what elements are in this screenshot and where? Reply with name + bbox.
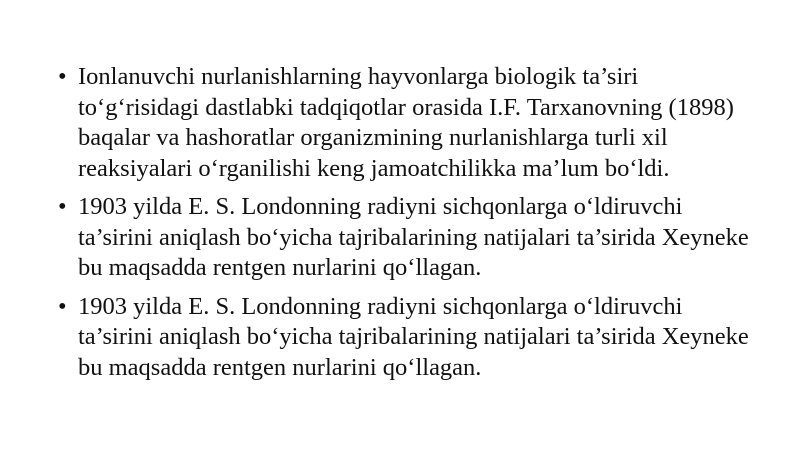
bullet-item — [58, 292, 758, 384]
bullet-dot-icon: • — [58, 193, 67, 220]
bullet-list — [58, 62, 758, 391]
bullet-item — [58, 62, 758, 184]
bullet-text: 1903 yilda E. S. Londonning radiyni sichqonlarga o‘ldiruvchi ta’sirini aniqlash bo‘yicha tajribalarining natijalari ta’sirida Xeyneke bu maqsadda rentgen nurlarini qo‘llagan. — [78, 292, 749, 381]
bullet-text: 1903 yilda E. S. Londonning radiyni sichqonlarga o‘ldiruvchi ta’sirini aniqlash bo‘yicha tajribalarining natijalari ta’sirida Xeyneke bu maqsadda rentgen nurlarini qo‘llagan. — [78, 193, 749, 281]
bullet-text: Ionlanuvchi nurlanishlarning hayvonlarga biologik ta’siri to‘g‘risidagi dastlabki tadqiqotlar orasida I.F. Tarxanovning (1898) baqalar va hashoratlar organizmining nurlanishlarga turli xil reaksiyalari o‘rganilishi keng jamoatchilikka ma’lum bo‘ldi. — [78, 63, 734, 182]
bullet-item — [58, 192, 758, 284]
bullet-dot-icon: • — [58, 292, 67, 320]
bullet-dot-icon: • — [58, 63, 67, 90]
